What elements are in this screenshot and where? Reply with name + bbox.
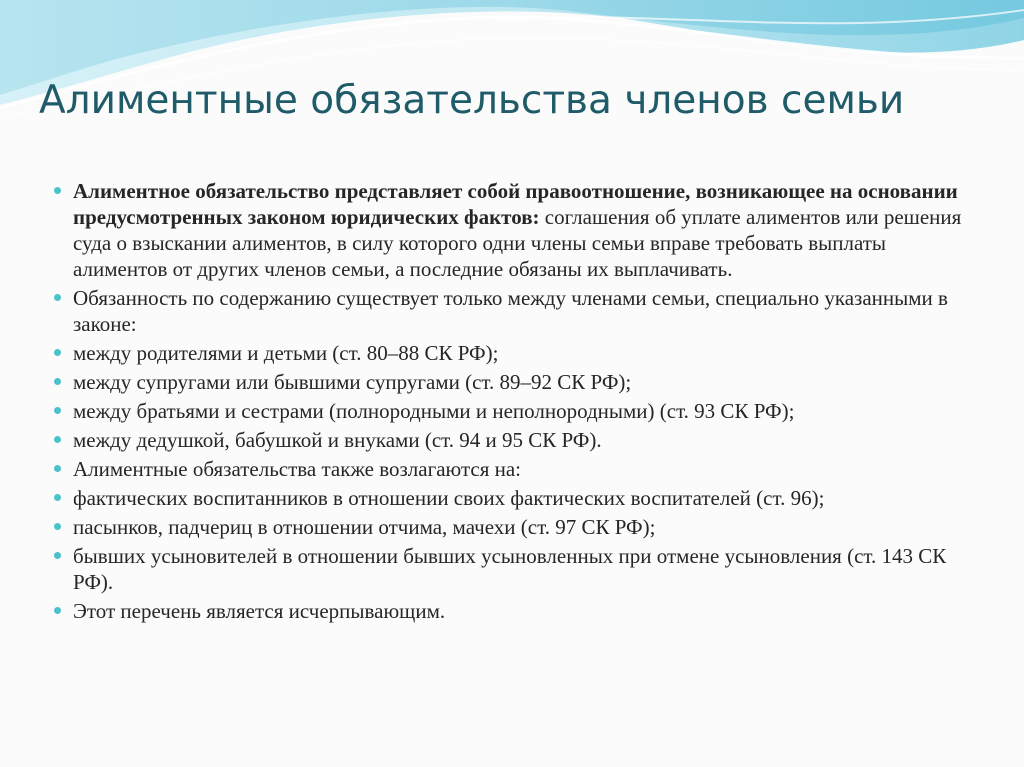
list-item-text: Обязанность по содержанию существует только между членами семьи, специально указанными в законе: (73, 286, 948, 336)
list-item (40, 485, 980, 511)
list-item (40, 456, 980, 482)
list-item-text: между супругами или бывшими супругами (ст. 89–92 СК РФ); (73, 370, 632, 394)
bullet-dot-icon (54, 349, 61, 356)
list-item-text: между родителями и детьми (ст. 80–88 СК РФ); (73, 341, 499, 365)
list-item (40, 285, 980, 337)
list-item (40, 427, 980, 453)
bullet-list (40, 178, 980, 627)
list-item (40, 514, 980, 540)
list-item (40, 178, 980, 282)
list-item-text: между братьями и сестрами (полнородными и неполнородными) (ст. 93 СК РФ); (73, 399, 795, 423)
list-item-text: между дедушкой, бабушкой и внуками (ст. 94 и 95 СК РФ). (73, 428, 602, 452)
bullet-dot-icon (54, 436, 61, 443)
list-item-text: фактических воспитанников в отношении своих фактических воспитателей (ст. 96); (73, 486, 825, 510)
list-item-text: соглашения об уплате алиментов или решения суда о взыскании алиментов, в силу которого одни члены семьи вправе требовать выплаты алиментов от других членов семьи, а последние обязаны их выплачивать. (73, 205, 962, 281)
list-item (40, 543, 980, 595)
list-item (40, 598, 980, 624)
bullet-dot-icon (54, 523, 61, 530)
bullet-dot-icon (54, 465, 61, 472)
bullet-dot-icon (54, 607, 61, 614)
bullet-dot-icon (54, 187, 61, 194)
bullet-dot-icon (54, 494, 61, 501)
list-item (40, 340, 980, 366)
list-item (40, 398, 980, 424)
bullet-dot-icon (54, 294, 61, 301)
bullet-dot-icon (54, 378, 61, 385)
bullet-dot-icon (54, 552, 61, 559)
list-item-text: бывших усыновителей в отношении бывших усыновленных при отмене усыновления (ст. 143 СК РФ). (73, 544, 947, 594)
list-item (40, 369, 980, 395)
list-item-text: пасынков, падчериц в отношении отчима, мачехи (ст. 97 СК РФ); (73, 515, 656, 539)
list-item-text: Алиментные обязательства также возлагаются на: (73, 457, 522, 481)
slide-title: Алиментные обязательства членов семьи (39, 78, 905, 123)
definition-bold-text: Алиментное обязательство представляет собой правоотношение, возникающее на основании предусмотренных законом юридических фактов: (73, 179, 958, 229)
bullet-dot-icon (54, 407, 61, 414)
list-item-text: Этот перечень является исчерпывающим. (73, 599, 446, 623)
